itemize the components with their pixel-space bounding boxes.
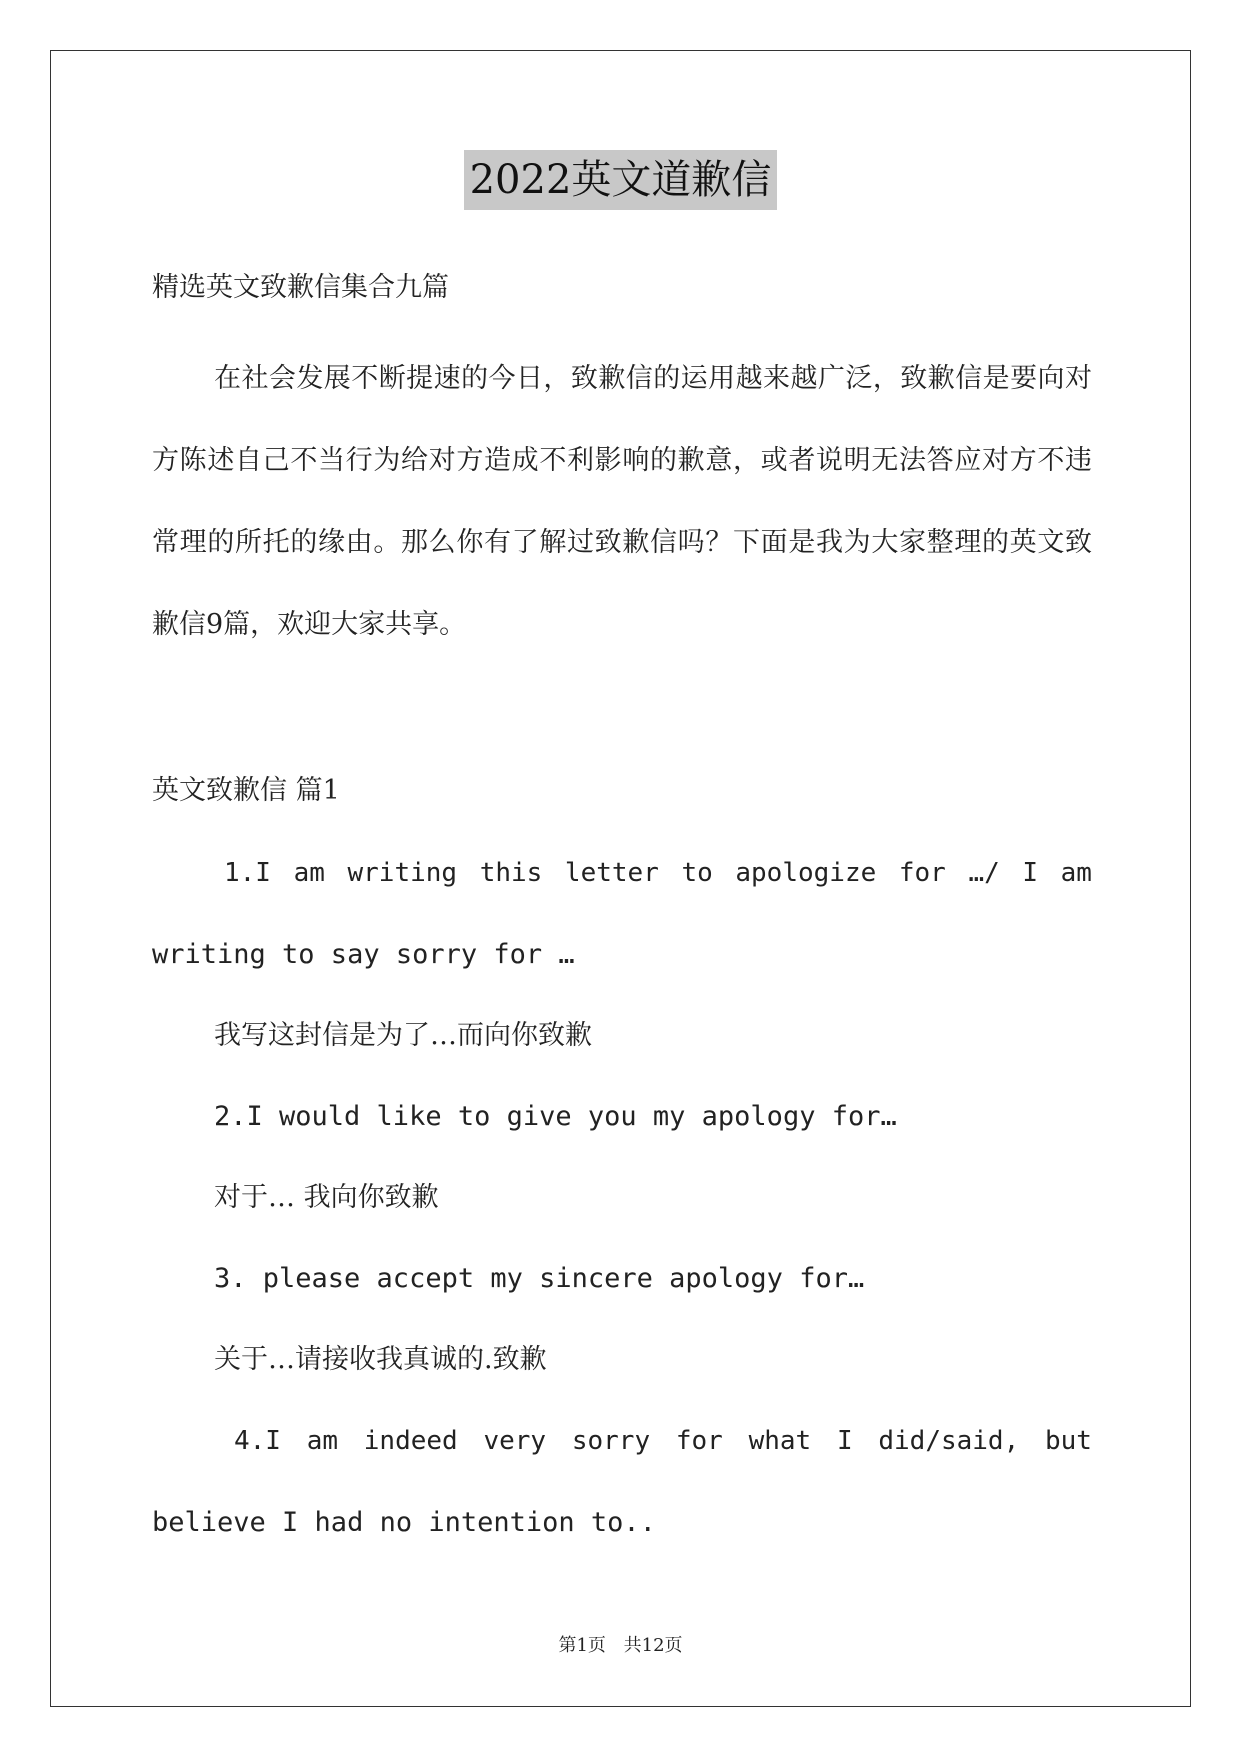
doc-title [0, 150, 1241, 212]
section-heading: 英文致歉信 篇1 [152, 775, 340, 806]
item-1-word: apologize [735, 858, 877, 888]
page-total: 共12页 [623, 1635, 683, 1656]
item-4-word: I [836, 1426, 853, 1456]
item-3-translation: 关于…请接收我真诚的.致歉 [214, 1344, 547, 1375]
subtitle: 精选英文致歉信集合九篇 [152, 272, 449, 303]
intro-paragraph: 在社会发展不断提速的今日，致歉信的运用越来越广泛，致歉信是要向对方陈述自己不当行为给对方造成不利影响的歉意，或者说明无法答应对方不违常理的所托的缘由。那么你有了解过致歉信吗？下面是我为大家整理的英文致歉信9篇，欢迎大家共享。 [152, 363, 1092, 640]
content [152, 338, 1092, 1563]
item-4-word: am [306, 1426, 339, 1456]
item-4-word: for [675, 1426, 723, 1456]
page-number: 第1页 [558, 1635, 606, 1656]
item-4-word: very [483, 1426, 547, 1456]
item-4-word: but [1045, 1426, 1092, 1456]
doc-title-text: 2022英文道歉信 [464, 150, 778, 210]
item-4-word: indeed [363, 1426, 458, 1456]
page-footer [0, 1630, 1241, 1662]
item-3-english: 3. please accept my sincere apology for… [214, 1263, 865, 1294]
item-1-word: this [479, 858, 543, 888]
item-1-translation: 我写这封信是为了…而向你致歉 [214, 1020, 592, 1051]
item-2-translation: 对于… 我向你致歉 [214, 1182, 439, 1213]
item-4-word: sorry [571, 1426, 651, 1456]
item-1-word: am [1060, 858, 1092, 888]
item-1-continued: writing to say sorry for … [152, 939, 575, 970]
item-1-word: to [681, 858, 713, 888]
item-4-word: did/said, [878, 1426, 1020, 1456]
item-1-line [152, 832, 1092, 914]
item-1-word: writing [347, 858, 458, 888]
item-2-english: 2.I would like to give you my apology for… [214, 1101, 897, 1132]
item-1-word: 1.I [224, 858, 271, 888]
item-1-word: letter [564, 858, 659, 888]
item-1-word: am [293, 858, 325, 888]
item-4-line [152, 1400, 1092, 1482]
item-4-word: what [748, 1426, 812, 1456]
item-4-word: 4.I [234, 1426, 281, 1456]
item-4-continued: believe I had no intention to.. [152, 1507, 656, 1538]
spacer [152, 666, 1092, 750]
item-1-word: …/ [968, 858, 1000, 888]
item-1-word: for [898, 858, 946, 888]
item-1-word: I [1022, 858, 1039, 888]
